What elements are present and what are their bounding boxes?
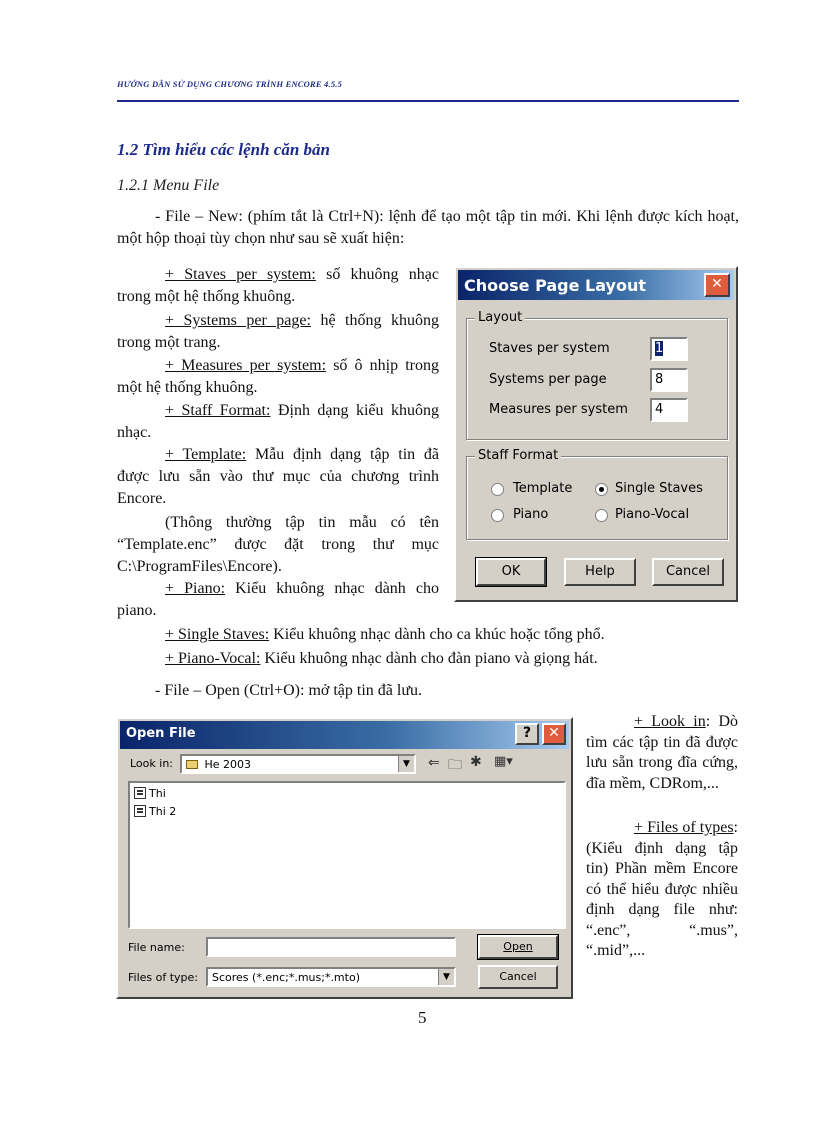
file-list — [128, 781, 566, 929]
look-in-label: Look in: — [130, 757, 173, 770]
files-of-type-dropdown[interactable] — [206, 967, 456, 987]
help-button[interactable]: Help — [564, 558, 636, 586]
help-icon[interactable]: ? — [515, 723, 539, 745]
systems-per-page-input[interactable]: 8 — [650, 368, 688, 392]
item-measures — [117, 355, 439, 399]
back-arrow-icon[interactable]: ⇐ — [428, 755, 440, 771]
chevron-down-icon[interactable]: ▼ — [398, 756, 414, 772]
item-single-staves-term: + Single Staves: — [165, 626, 270, 643]
open-file-dialog — [116, 717, 573, 999]
item-staves-desc: số khuông nhạc trong một hệ thống khuông. — [117, 266, 440, 305]
files-of-type-value: Scores (*.enc;*.mus;*.mto) — [212, 971, 360, 984]
staff-format-group — [466, 448, 728, 540]
staff-format-group-label: Staff Format — [475, 448, 561, 463]
file-icon — [134, 787, 146, 799]
view-menu-icon[interactable]: ▦▾ — [494, 754, 513, 769]
file-name-input[interactable] — [206, 937, 456, 957]
files-of-types-desc: (Kiểu định dạng tập tin) Phần mềm Encore có thể hiểu được nhiều định dạng file như: “.enc”, “.mus”, “.mid”,... — [586, 839, 738, 959]
item-piano-vocal-desc: Kiểu khuông nhạc dành cho đàn piano và giọng hát. — [264, 650, 598, 667]
layout-dialog-titlebar — [458, 270, 734, 300]
running-header: HƯỚNG DẪN SỬ DỤNG CHƯƠNG TRÌNH ENCORE 4.5.5 — [117, 79, 343, 89]
section-heading: 1.2 Tìm hiểu các lệnh căn bản — [117, 140, 330, 159]
item-single-staves — [165, 624, 745, 646]
choose-page-layout-dialog — [454, 266, 738, 602]
item-template-desc: Mẫu định dạng tập tin đã được lưu sẵn vào thư mục của chương trình Encore. — [117, 446, 440, 507]
files-of-types-term: + Files of types — [634, 819, 734, 836]
list-item[interactable]: Thi 2 — [134, 805, 176, 818]
item-staff-format — [117, 400, 439, 444]
item-measures-desc: số ô nhịp trong một hệ thống khuông. — [117, 357, 440, 396]
item-measures-term: + Measures per system: — [165, 357, 327, 374]
look-in-dropdown[interactable] — [180, 754, 416, 774]
item-piano-vocal — [165, 648, 745, 670]
piano-vocal-radio[interactable] — [595, 509, 608, 522]
folder-icon — [186, 760, 198, 769]
single-staves-radio-label[interactable]: Single Staves — [615, 481, 703, 496]
piano-radio[interactable] — [491, 509, 504, 522]
item-single-staves-desc: Kiểu khuông nhạc dành cho ca khúc hoặc tổng phổ. — [273, 626, 605, 643]
files-of-type-label: Files of type: — [128, 971, 199, 984]
item-systems — [117, 310, 439, 354]
template-radio[interactable] — [491, 483, 504, 496]
close-icon[interactable]: ✕ — [704, 273, 730, 297]
look-in-description: + Look in: Dò tìm các tập tin đã được lưu sẵn trong đĩa cứng, đĩa mềm, CDRom,... — [586, 713, 738, 792]
template-note: (Thông thường tập tin mẫu có tên “Template.enc” được đặt trong thư mục C:\ProgramFiles\Encore). — [117, 514, 439, 575]
up-folder-icon[interactable]: 🗀 — [448, 757, 462, 773]
piano-vocal-radio-label[interactable]: Piano-Vocal — [615, 507, 690, 522]
subsection-heading: 1.2.1 Menu File — [117, 177, 220, 194]
item-template — [117, 444, 439, 510]
measures-per-system-input[interactable]: 4 — [650, 398, 688, 422]
open-dialog-titlebar — [120, 721, 569, 749]
close-icon[interactable]: ✕ — [542, 723, 566, 745]
ok-button[interactable]: OK — [476, 558, 546, 586]
measures-per-system-label: Measures per system — [489, 402, 628, 417]
item-systems-desc: hệ thống khuông trong một trang. — [117, 312, 439, 351]
item-staff-format-desc: Định dạng kiểu khuông nhạc. — [117, 402, 440, 441]
item-piano-desc: Kiểu khuông nhạc dành cho piano. — [117, 580, 439, 619]
item-systems-term: + Systems per page: — [165, 312, 311, 329]
page-number: 5 — [418, 1008, 427, 1027]
layout-dialog-title: Choose Page Layout — [464, 276, 646, 295]
systems-per-page-label: Systems per page — [489, 372, 607, 387]
layout-group-label: Layout — [475, 310, 525, 325]
file-open-intro: - File – Open (Ctrl+O): mở tập tin đã lưu. — [155, 682, 423, 699]
files-of-types-description: + Files of types: (Kiểu định dạng tập tin) Phần mềm Encore có thể hiểu được nhiều định dạng file như: “.enc”, “.mus”, “.mid”,... — [586, 819, 738, 959]
item-piano-term: + Piano: — [165, 580, 226, 597]
layout-group — [466, 310, 728, 440]
piano-radio-label[interactable]: Piano — [513, 507, 549, 522]
open-cancel-button[interactable]: Cancel — [478, 965, 558, 989]
open-button[interactable]: Open — [478, 935, 558, 959]
file-icon — [134, 805, 146, 817]
item-piano — [117, 578, 439, 622]
item-template-term: + Template: — [165, 446, 247, 463]
list-item[interactable]: Thi — [134, 787, 166, 800]
item-staves-term: + Staves per system: — [165, 266, 316, 283]
header-rule — [117, 100, 739, 102]
look-in-term: + Look in — [634, 713, 706, 730]
look-in-desc: Dò tìm các tập tin đã được lưu sẵn trong đĩa cứng, đĩa mềm, CDRom,... — [586, 713, 738, 792]
item-piano-vocal-term: + Piano-Vocal: — [165, 650, 261, 667]
staves-per-system-input[interactable]: 1 — [650, 337, 688, 361]
file-name-label: File name: — [128, 941, 185, 954]
new-folder-icon[interactable]: ✱ — [470, 754, 482, 770]
file-new-intro: - File – New: (phím tắt là Ctrl+N): lệnh để tạo một tập tin mới. Khi lệnh được kích hoạt, một hộp thoại tùy chọn như sau sẽ xuất hiện: — [117, 208, 739, 247]
open-dialog-title: Open File — [126, 726, 196, 741]
staves-per-system-label: Staves per system — [489, 341, 610, 356]
chevron-down-icon[interactable]: ▼ — [438, 969, 454, 985]
look-in-value: He 2003 — [204, 758, 252, 771]
item-staves — [117, 264, 439, 308]
single-staves-radio[interactable] — [595, 483, 608, 496]
template-radio-label[interactable]: Template — [513, 481, 573, 496]
item-staff-format-term: + Staff Format: — [165, 402, 271, 419]
cancel-button[interactable]: Cancel — [652, 558, 724, 586]
